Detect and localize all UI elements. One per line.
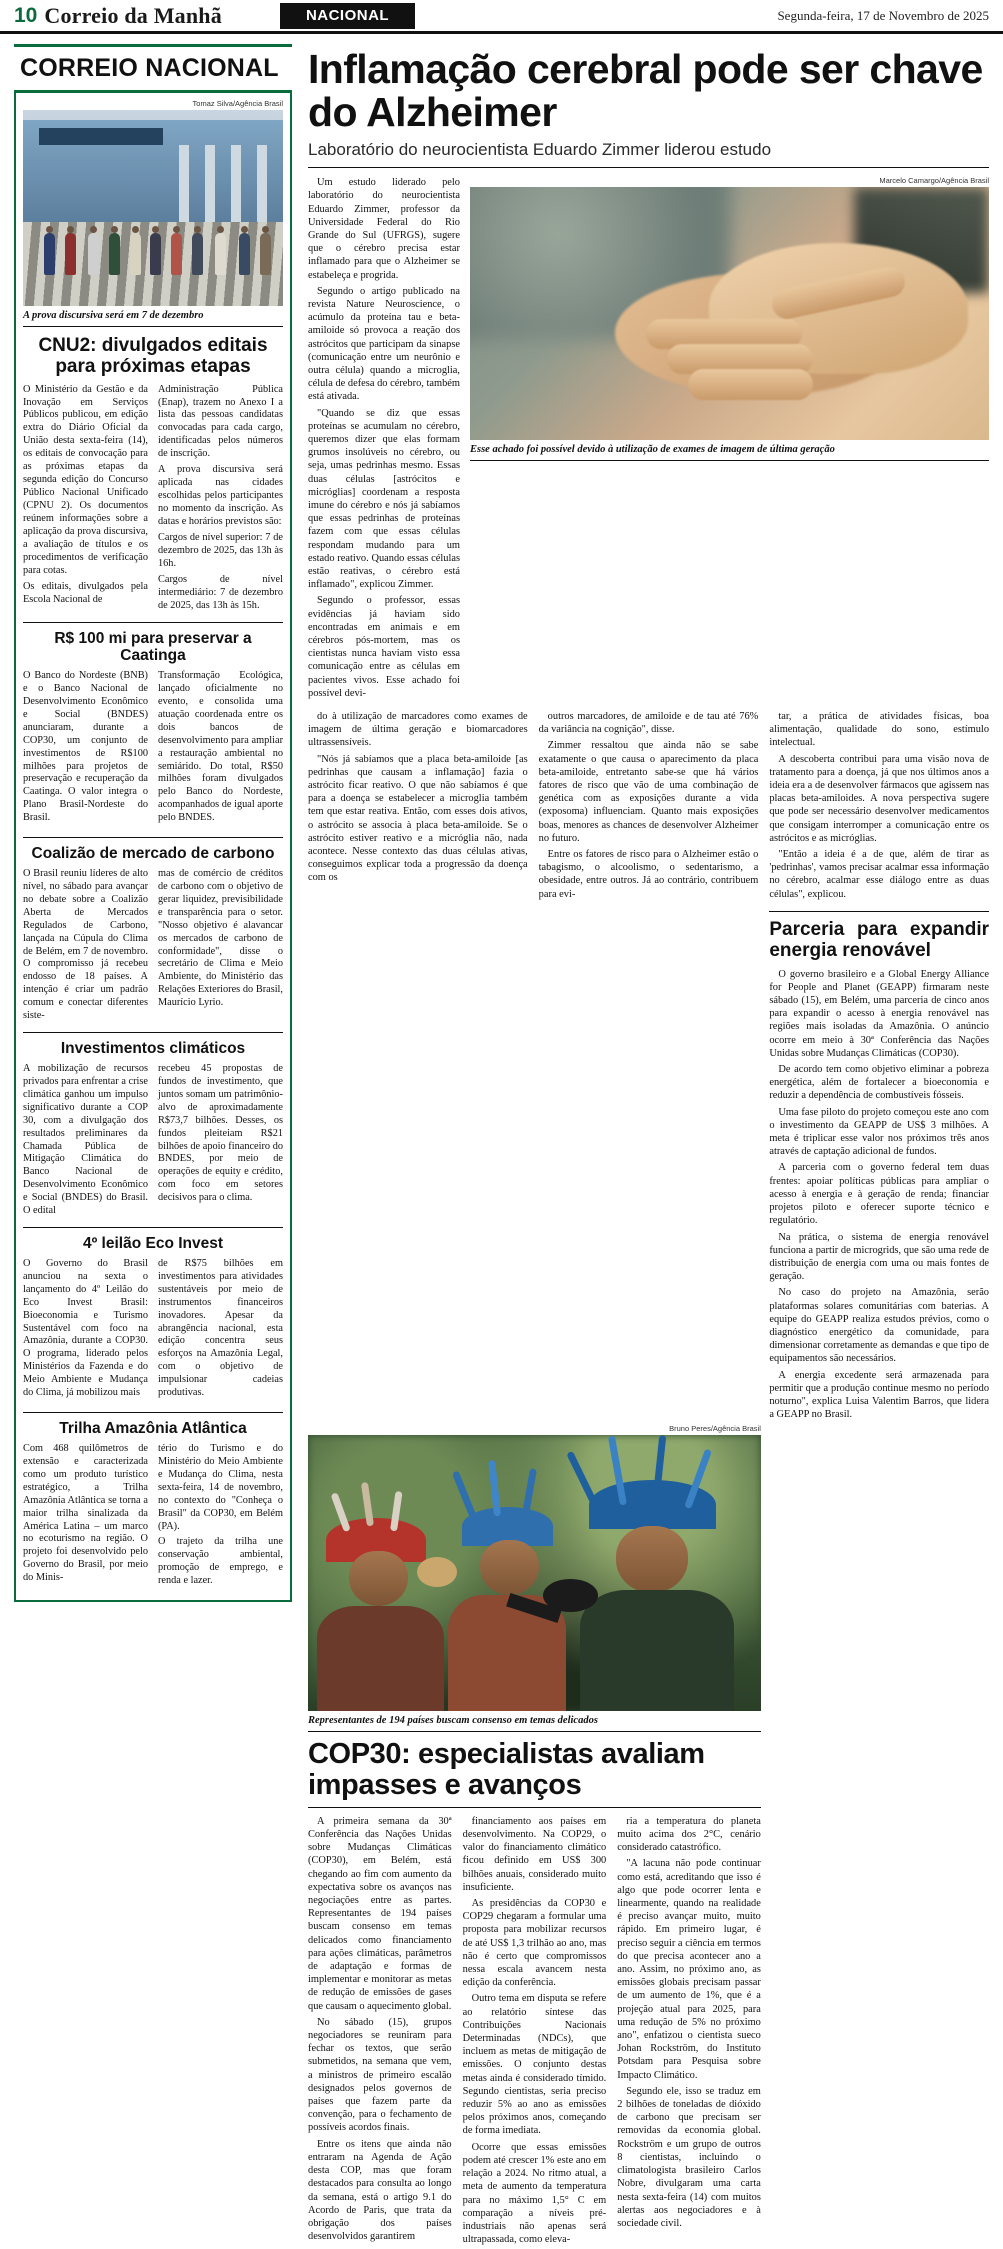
- rail-story1-body: [23, 384, 283, 613]
- rail-photo-caption: A prova discursiva será em 7 de dezembro: [23, 306, 283, 327]
- rail-story2-headline: R$ 100 mi para preservar a Caatinga: [23, 622, 283, 665]
- paragraph: No sábado (15), grupos negociadores se reuniram para fechar os textos, que serão submetidos, na semana que vem, a ministros de primeiro escalão designados pelos governos de países que fazem parte da convenção, para o fechamento de possíveis acordos finais.: [308, 2016, 452, 2134]
- paragraph: O trajeto da trilha une conservação ambiental, promoção de emprego, e renda e lazer.: [158, 1536, 283, 1587]
- cop-photo-credit: Bruno Peres/Agência Brasil: [669, 1424, 761, 1434]
- rail-story1-headline: CNU2: divulgados editais para próximas etapas: [38, 335, 268, 378]
- main-body-columns: [308, 710, 989, 1424]
- paragraph: Outro tema em disputa se refere ao relatório síntese das Contribuições Nacionais Determinadas (NDCs), que incluem as metas de mitigação de emissões. O conjunto destas metas ainda é considerado tímido. Segundo cientistas, seria preciso reduzir 5% ao ano as emissões pelos próximos anos, começando de forma imediata.: [462, 1993, 607, 2137]
- rail-story2-body: [23, 670, 283, 829]
- paragraph: Zimmer ressaltou que ainda não se sabe exatamente o que causa o aparecimento da placa beta-amiloide, entretanto sabe-se que há vários fatores de risco que vão de uma combinação de genética com as exposições durante a vida (exposoma) influenciam. Quanto mais exposições boas, menores as chances de desenvolver Alzheimer no futuro.: [538, 740, 759, 844]
- paragraph: tério do Turismo e do Ministério do Meio Ambiente e Mudança do Clima, nesta sexta-feira, 14 de novembro, no contexto do "Conheça o Brasil" da COP30, em Belém (PA).: [158, 1442, 283, 1532]
- rail-title: CORREIO NACIONAL: [14, 44, 292, 93]
- left-rail: [14, 44, 292, 1786]
- lead-text: [308, 176, 460, 703]
- paragraph: Um estudo liderado pelo laboratório do neurocientista Eduardo Zimmer, professor da Universidade Federal do Rio Grande do Sul (UFRGS), sugere que o cérebro precisa estar inflamado para que o Alzheimer se estabeleça e progrida.: [308, 177, 460, 281]
- rail-story3-body: [23, 868, 283, 1024]
- paragraph: O Ministério da Gestão e da Inovação em Serviços Públicos publicou, em edição extra do Diário Oficial da União desta sexta-feira (14), os editais de convocação para as próximas etapas da segunda edição do Concurso Público Nacional Unificado (CPNU 2). Os documentos reúnem informações sobre a aplicação da prova discursiva, a avaliação de títulos e os procedimentos de verificação para cotas.: [23, 383, 148, 577]
- rail-story6-body: [23, 1443, 283, 1590]
- body-column-b: [308, 710, 528, 1424]
- paragraph: Na prática, o sistema de energia renovável funciona a partir de microgrids, que são uma rede de distribuição de energia com uma ou mais fontes de geração.: [769, 1231, 990, 1283]
- lead-photo-block: [470, 176, 989, 703]
- paragraph: "A lacuna não pode continuar como está, acreditando que isso é algo que pode ocorrer lenta e linearmente, quando na realidade é preciso avançar muito, muito rápido. Em primeiro lugar, é preciso seguir a ciência em termos do que precisa acontecer ano a ano. Assim, no próximo ano, as emissões globais precisam passar de um aumento de 1%, que é a projeção atual para 2025, para uma redução de 5% no próximo ano", enfatizou o cientista sueco Johan Rockström, do Instituto Potsdam para Pesquisa sobre Impacto Climático.: [617, 1858, 761, 2081]
- cop-photo-caption: Representantes de 194 países buscam consenso em temas delicados: [308, 1711, 761, 1732]
- cop-column-3: [617, 1815, 761, 2249]
- paragraph: Administração Pública (Enap), trazem no Anexo I a lista das pessoas candidatas convocadas para cada cargo, identificadas pelos números de inscrição.: [158, 383, 283, 460]
- rail-story6-headline: Trilha Amazônia Atlântica: [23, 1412, 283, 1437]
- body-column-c: [539, 710, 759, 1424]
- paragraph: No caso do projeto na Amazônia, serão plataformas solares comunitárias com baterias. A equipe do GEAPP realiza estudos prévios, como o diagnóstico energético da comunidade, para dimensionar corretamente as demandas e que tipo de equipamentos são necessários.: [769, 1287, 990, 1365]
- paragraph: Cargos de nível intermediário: 7 de dezembro de 2025, das 13h às 15h.: [158, 574, 283, 612]
- main-content: [292, 44, 990, 2246]
- paragraph: A parceria com o governo federal tem duas frentes: apoiar políticas públicas para ampliar o acesso à energia e à geração de renda; financiar projetos piloto e oferecer suporte técnico e regulatório.: [769, 1162, 990, 1227]
- main-headline: Inflamação cerebral pode ser chave do Alzheimer: [308, 46, 983, 136]
- cop-column-1: [308, 1815, 452, 2249]
- paragraph: "Então a ideia é a de que, além de tirar as 'pedrinhas', vamos precisar acalmar essa informação no cérebro, acalmar esse diálogo entre as duas células", explicou.: [769, 849, 990, 900]
- page-number: 10: [14, 4, 38, 27]
- paragraph: De acordo tem como objetivo eliminar a pobreza energética, além de fortalecer a bioeconomia e reduzir a dependência de combustíveis fósseis.: [769, 1064, 990, 1102]
- paragraph: O Brasil reuniu líderes de alto nível, no sábado para avançar no debate sobre a Coalizão Aberta de Mercados Regulados de Carbono, lançada na Cúpula do Clima de Belém, em 7 de novembro. O compromisso já recebeu endosso de 18 países. A intenção é criar um padrão comum e conectar diferentes siste-: [23, 867, 148, 1022]
- paragraph: A primeira semana da 30ª Conferência das Nações Unidas sobre Mudanças Climáticas (COP30), em Belém, está chegando ao fim com aumento da expectativa sobre os avanços nas negociações entre as partes. Representantes de 194 países buscam consenso em temas delicados como financiamento para ações climáticas, parâmetros de adaptação e formas de implementar e monitorar as metas de redução de emissões de gases que causam o aquecimento global.: [308, 1815, 452, 2012]
- cop-body-columns: [308, 1815, 761, 2249]
- paragraph: Com 468 quilômetros de extensão e caracterizada como um produto turístico estratégico, a Trilha Amazônia Atlântica se torna a maior trilha sinalizada da América Latina – um marco no ecoturismo na região. O projeto foi desenvolvido pelo Governo do Brasil, por meio do Minis-: [23, 1442, 148, 1584]
- paragraph: Segundo o artigo publicado na revista Nature Neuroscience, o acúmulo da proteína tau e beta-amiloide só provoca a reação dos astrócitos que participam da sinapse (comunicação entre um neurônio e outra célula) quando a microglia, célula de defesa do cérebro, também está ativada.: [308, 285, 460, 403]
- paragraph: A descoberta contribui para uma visão nova de tratamento para a doença, já que nos últimos anos a ideia era a de desenvolver fármacos que agissem nas placas beta-amiloides. A nova perspectiva sugere que pode ser necessário desenvolver medicamentos que consigam interromper a comunicação entre os astrócitos e as micróglias.: [769, 753, 990, 844]
- cop-column-2: [463, 1815, 607, 2249]
- lead-section: [308, 176, 989, 703]
- paragraph: Uma fase piloto do projeto começou este ano com o investimento da GEAPP de US$ 3 milhões. A meta é triplicar esse valor nos próximos três anos através de captação adicional de fundos.: [769, 1106, 990, 1158]
- lead-photo-caption: Esse achado foi possível devido à utilização de exames de imagem de última geração: [470, 440, 989, 461]
- paragraph: A energia excedente será armazenada para permitir que a produção continue mesmo no período noturno", explica Luisa Valentim Barros, que lidera a GEAPP no Brasil.: [769, 1369, 990, 1421]
- body-column-d: [769, 710, 989, 1424]
- rail-photo: [23, 110, 283, 306]
- paragraph: do à utilização de marcadores como exames de imagem de última geração e biomarcadores ultrassensíveis.: [308, 711, 528, 749]
- page-body: [0, 34, 1003, 2246]
- paragraph: Segundo ele, isso se traduz em 2 bilhões de toneladas de dióxido de carbono que precisam ser removidas da economia global. Rockström e um grupo de outros 8 cientistas, incluindo o climatologista brasileiro Carlos Nobre, divulgaram uma carta nesta sexta-feira (14) com muitos alertas aos negociadores e à sociedade civil.: [617, 2085, 761, 2229]
- cop-story: [308, 1424, 761, 2249]
- lead-photo: [470, 187, 989, 440]
- lead-photo-credit: Marcelo Camargo/Agência Brasil: [879, 176, 989, 186]
- rail-photo-credit: Tomaz Silva/Agência Brasil: [192, 99, 283, 108]
- paragraph: Entre os itens que ainda não entraram na Agenda de Ação desta COP, mas que foram destacados para consulta ao longo da semana, está o artigo 9.1 do Acordo de Paris, que trata da obrigação dos países desenvolvidos garantirem: [308, 2138, 452, 2243]
- paragraph: O governo brasileiro e a Global Energy Alliance for People and Planet (GEAPP) firmaram neste sábado (15), em Belém, uma parceria de cinco anos para expandir o acesso à energia renovável nas regiões mais isoladas da Amazônia. O anúncio ocorre em meio à 30ª Conferência das Nações Unidas sobre Mudanças Climáticas (COP30).: [769, 968, 990, 1059]
- paragraph: outros marcadores, de amiloide e de tau até 76% da variância na cognição", disse.: [538, 711, 759, 736]
- masthead: [0, 0, 1003, 34]
- cop-headline: COP30: especialistas avaliam impasses e avanços: [308, 1739, 761, 1807]
- main-subhead: Laboratório do neurocientista Eduardo Zimmer liderou estudo: [308, 140, 989, 168]
- paragraph: A prova discursiva será aplicada nas cidades escolhidas pelos participantes no momento da inscrição. As datas e horários previstos são:: [158, 464, 283, 528]
- paragraph: Cargos de nível superior: 7 de dezembro de 2025, das 13h às 16h.: [158, 532, 283, 570]
- rail-box: [14, 93, 292, 1602]
- paragraph: O Banco do Nordeste (BNB) e o Banco Nacional de Desenvolvimento Econômico e Social (BNDES) anunciaram, durante a COP30, um conjunto de investimentos de R$100 milhões para projetos de preservação e recuperação da Caatinga. O valor integra o Plano Brasil-Nordeste do Brasil.: [23, 669, 148, 824]
- paragraph: A mobilização de recursos privados para enfrentar a crise climática ganhou um impulso significativo durante a COP 30, com a divulgação dos resultados preliminares da Chamada Pública de Mitigação Climática do Banco Nacional de Desenvolvimento Econômico e Social (BNDES) do Brasil. O edital: [23, 1062, 148, 1217]
- newspaper-title: Correio da Manhã: [44, 2, 222, 28]
- paragraph: ria a temperatura do planeta muito acima dos 2°C, cenário considerado catastrófico.: [617, 1815, 761, 1854]
- paragraph: O Governo do Brasil anunciou na sexta o lançamento do 4º Leilão do Eco Invest Brasil: Bioeconomia e Turismo Sustentável com foco na Amazônia, durante a COP30. O programa, liderado pelos Ministérios da Fazenda e do Meio Ambiente e Mudança do Clima, já mobilizou mais: [23, 1257, 148, 1399]
- paragraph: de R$75 bilhões em investimentos para atividades sustentáveis por meio de instrumentos financeiros inovadores. Apesar da abrangência nacional, esta edição concentra seus esforços na Amazônia Legal, com o objetivo de impulsionar cadeias produtivas.: [158, 1257, 283, 1399]
- paragraph: Segundo o professor, essas evidências já haviam sido encontradas em animais e em cérebros pós-mortem, mas os cientistas nunca haviam visto essa comunicação entre as células em pacientes vivos. Esse achado foi possível devi-: [308, 595, 460, 699]
- sidebar-headline: Parceria para expandir energia renovável: [769, 911, 989, 962]
- paragraph: tar, a prática de atividades físicas, boa alimentação, qualidade do sono, estímulo intelectual.: [769, 711, 990, 749]
- paragraph: Transformação Ecológica, lançado oficialmente no evento, e consolida uma atuação coordenada entre os dois bancos de desenvolvimento para ampliar a restauração ambiental no semiárido. Do total, R$50 milhões foram divulgados pelo Banco do Nordeste, acompanhados de igual aporte pelo BNDES.: [158, 669, 283, 824]
- rail-story5-body: [23, 1258, 283, 1404]
- paragraph: Ocorre que essas emissões podem até crescer 1% este ano em relação a 2024. No ritmo atual, a meta de aumento da temperatura para no máximo 1,5° C em comparação a níveis pré-industriais não apenas será ultrapassada, como eleva-: [462, 2141, 607, 2246]
- cop-photo: [308, 1435, 761, 1711]
- paragraph: financiamento aos países em desenvolvimento. Na COP29, o valor do financiamento climático ficou definido em US$ 300 bilhões anuais, considerado muito insuficiente.: [462, 1815, 607, 1893]
- paragraph: "Nós já sabíamos que a placa beta-amiloide [as pedrinhas que causam a inflamação] fazia o astrócito ficar reativo. O que não sabíamos é que para a doença se estabelecer a microglia também tem que estar reativa. Então, com esses dois ativos, o astrócito se associa à placa beta-amiloide. Se o astrócito estiver reativo e a micróglia não, nada acontece. Nesse contexto das duas células ativas, conseguimos explicar toda a progressão da doença com os: [308, 753, 528, 884]
- rail-story4-body: [23, 1063, 283, 1219]
- paragraph: Entre os fatores de risco para o Alzheimer estão o tabagismo, o alcoolismo, o sedentarismo, a obesidade, entre outros. Já ao contrário, contribuem para evi-: [538, 849, 759, 900]
- paragraph: recebeu 45 propostas de fundos de investimento, que juntos somam um patrimônio-alvo de aproximadamente R$73,7 bilhões. Desses, os fundos pleiteiam R$21 bilhões de apoio financeiro do BNDES, por meio de operações de equity e crédito, com foco em setores decisivos para o clima.: [158, 1062, 283, 1204]
- section-tag: NACIONAL: [280, 3, 415, 29]
- paragraph: Os editais, divulgados pela Escola Nacional de: [23, 581, 148, 606]
- paragraph: "Quando se diz que essas proteínas se acumulam no cérebro, queremos dizer que elas formam grumos insolúveis no cérebro, ou seja, umas pedrinhas mesmo. Essas duas células [astrócitos e micróglias] coordenam a resposta imune do cérebro e nós já sabíamos que essas pedrinhas de proteínas fazem com que essas células respondam mudando para um estado reativo. Quando essas células estão reativas, o cérebro está inflamado", explicou Zimmer.: [308, 407, 460, 591]
- paragraph: As presidências da COP30 e COP29 chegaram a formular uma proposta para mobilizar recursos de até US$ 1,3 trilhão ao ano, mas não é certo que compromissos nessa escala avancem nesta edição da conferência.: [462, 1898, 607, 1989]
- rail-story3-headline: Coalizão de mercado de carbono: [23, 837, 283, 862]
- paragraph: mas de comércio de créditos de carbono com o objetivo de gerar liquidez, previsibilidade e transparência para o setor. "Nosso objetivo é alavancar os mercados de carbono de conformidade", disse o secretário de Clima e Meio Ambiente, do Ministério das Relações Exteriores do Brasil, Maurício Lyrio.: [158, 867, 283, 1009]
- rail-story4-headline: Investimentos climáticos: [23, 1032, 283, 1057]
- issue-date: Segunda-feira, 17 de Novembro de 2025: [777, 7, 989, 23]
- rail-story5-headline: 4º leilão Eco Invest: [23, 1227, 283, 1252]
